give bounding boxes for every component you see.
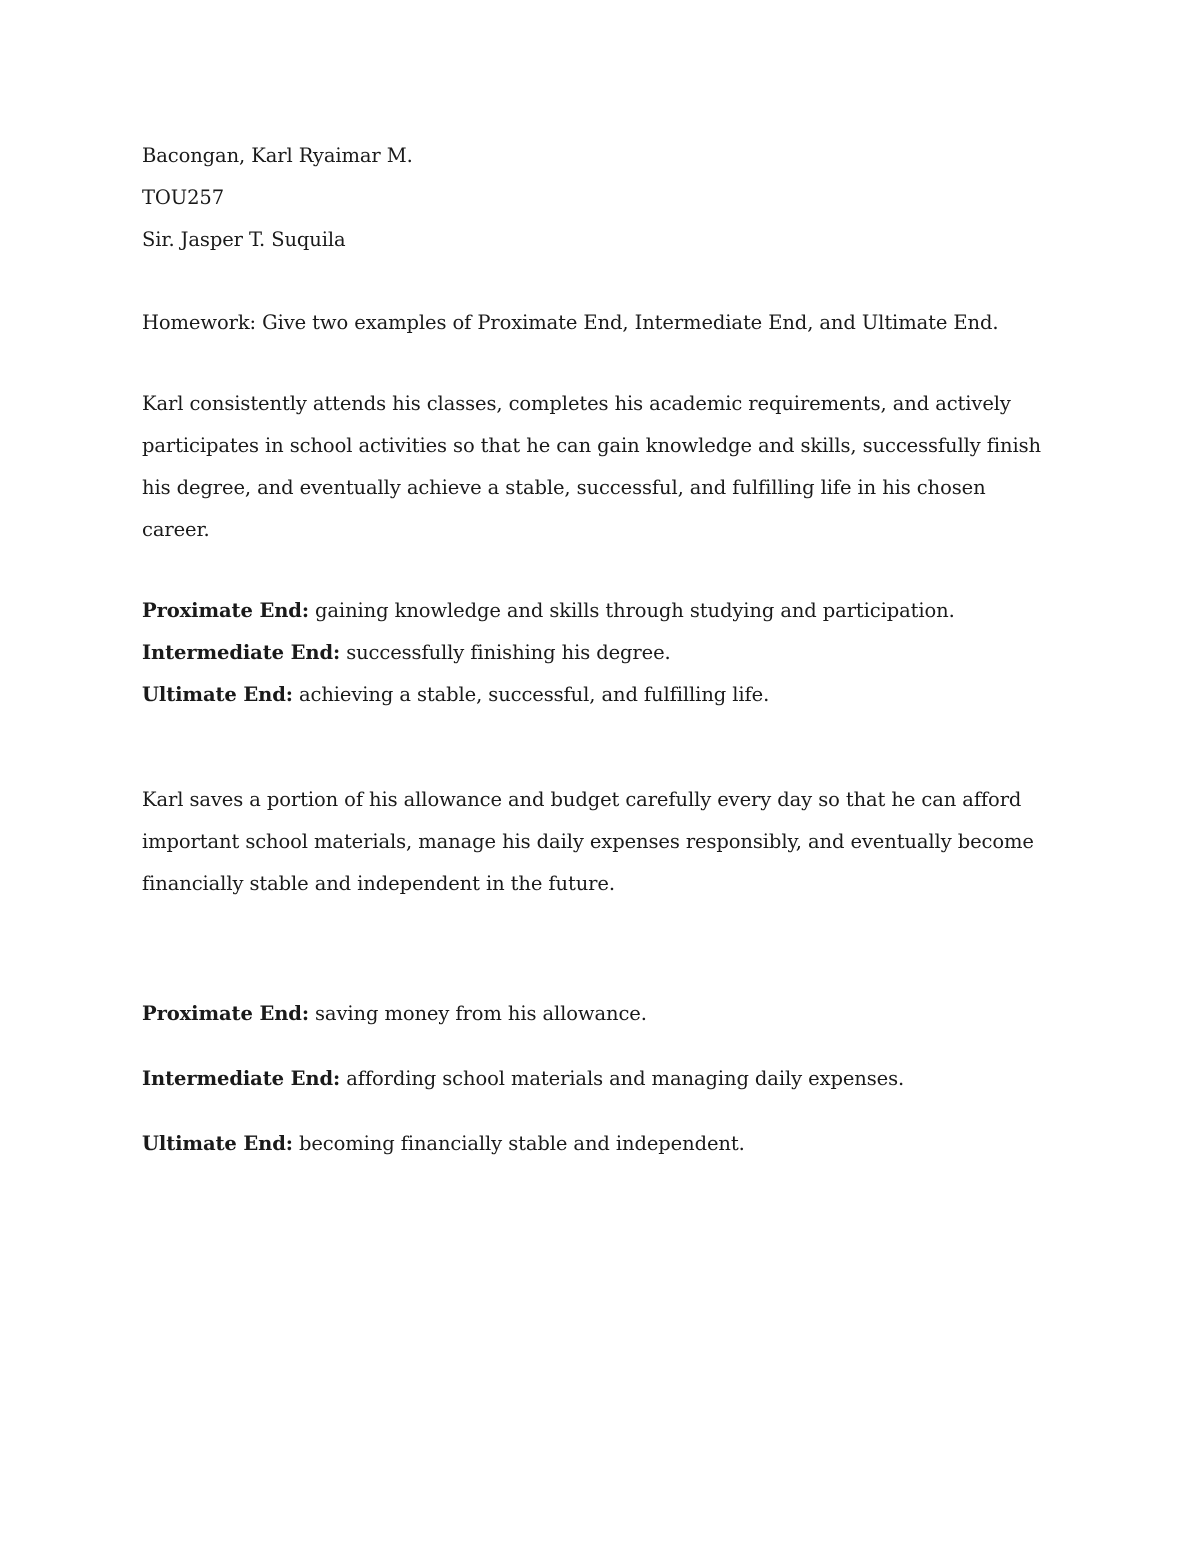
example1-ultimate-end — [142, 683, 769, 707]
ultimate-end-text: achieving a stable, successful, and fulfilling life. — [292, 683, 770, 706]
example2-paragraph-line: important school materials, manage his daily expenses responsibly, and eventually become — [142, 830, 1034, 853]
example1-proximate-end — [142, 599, 955, 623]
intermediate-end-label: Intermediate End: — [142, 1067, 341, 1090]
ultimate-end-label: Ultimate End: — [142, 683, 293, 706]
example1-paragraph-line: Karl consistently attends his classes, completes his academic requirements, and actively — [142, 392, 1011, 415]
example1-paragraph-line: his degree, and eventually achieve a stable, successful, and fulfilling life in his chosen — [142, 476, 986, 499]
proximate-end-text: saving money from his allowance. — [308, 1002, 647, 1025]
proximate-end-text: gaining knowledge and skills through studying and participation. — [308, 599, 955, 622]
proximate-end-label: Proximate End: — [142, 1002, 309, 1025]
intermediate-end-label: Intermediate End: — [142, 641, 341, 664]
example2-proximate-end — [142, 1002, 647, 1026]
ultimate-end-label: Ultimate End: — [142, 1132, 293, 1155]
student-name: Bacongan, Karl Ryaimar M. — [142, 144, 413, 167]
example2-ultimate-end — [142, 1132, 745, 1156]
proximate-end-label: Proximate End: — [142, 599, 309, 622]
example2-paragraph-line: financially stable and independent in the future. — [142, 872, 615, 895]
example1-paragraph-line: career. — [142, 518, 210, 541]
instructor-name: Sir. Jasper T. Suquila — [142, 228, 346, 251]
example2-intermediate-end — [142, 1067, 904, 1091]
intermediate-end-text: affording school materials and managing daily expenses. — [340, 1067, 905, 1090]
homework-prompt: Homework: Give two examples of Proximate End, Intermediate End, and Ultimate End. — [142, 311, 999, 334]
example2-paragraph-line: Karl saves a portion of his allowance and budget carefully every day so that he can afford — [142, 788, 1022, 811]
example1-intermediate-end — [142, 641, 671, 665]
example1-paragraph-line: participates in school activities so that he can gain knowledge and skills, successfully finish — [142, 434, 1041, 457]
ultimate-end-text: becoming financially stable and independent. — [292, 1132, 745, 1155]
course-code: TOU257 — [142, 186, 225, 209]
intermediate-end-text: successfully finishing his degree. — [340, 641, 671, 664]
